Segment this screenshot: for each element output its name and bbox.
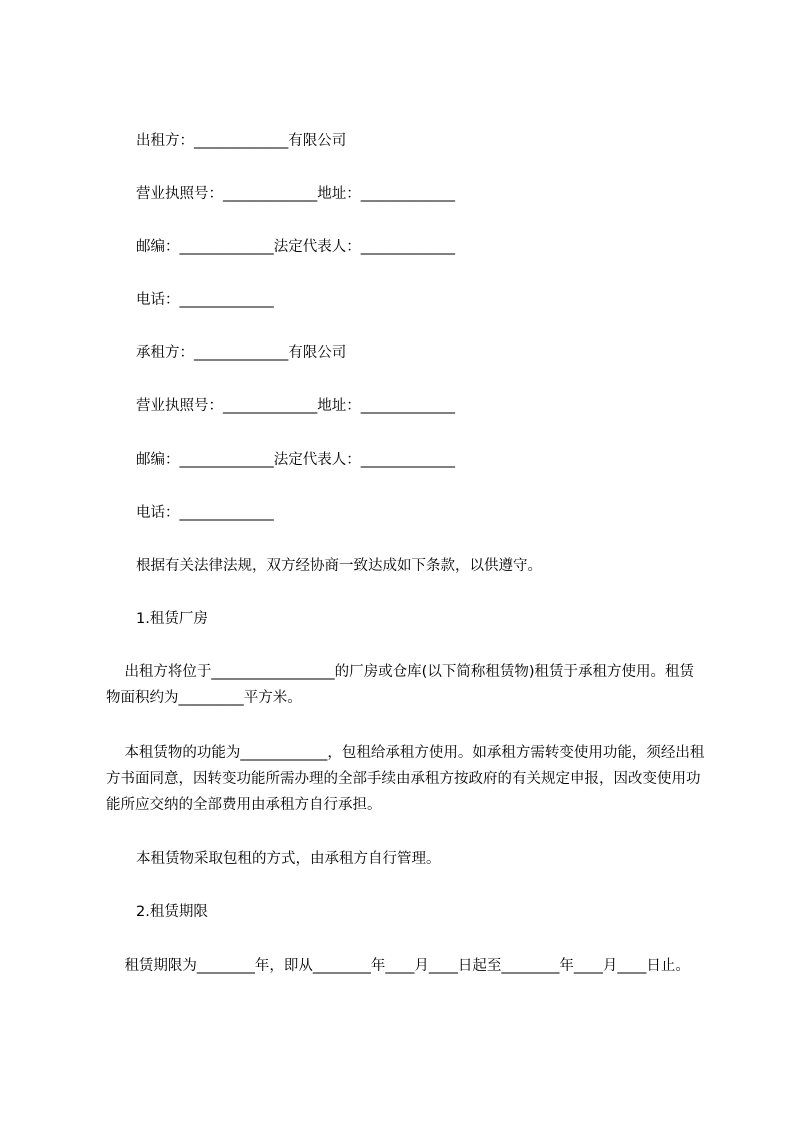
preamble-text: 根据有关法律法规，双方经协商一致达成如下条款，以供遵守。	[136, 558, 542, 574]
lessee-postal-line: 邮编：_____________法定代表人：_____________	[136, 452, 455, 468]
lessee-name-line: 承租方：_____________有限公司	[136, 345, 347, 361]
section1-para2: 本租赁物的功能为____________，包租给承租方使用。如承租方需转变使用功能，须经出租方书面同意，因转变功能所需办理的全部手续由承租方按政府的有关规定申报，因改变使用功能所应交纳的全部费用由承租方自行承担。	[106, 745, 705, 813]
section1-para1: 出租方将位于_________________的厂房或仓库(以下简称租赁物)租赁于承租方使用。租赁物面积约为_________平方米。	[106, 664, 694, 706]
lessor-license-line: 营业执照号：_____________地址：_____________	[136, 186, 455, 202]
lessor-postal-line: 邮编：_____________法定代表人：_____________	[136, 239, 455, 255]
section1-para3: 本租赁物采取包租的方式，由承租方自行管理。	[136, 851, 441, 867]
lessor-phone-line: 电话：_____________	[136, 292, 274, 308]
lessor-name-line: 出租方：_____________有限公司	[136, 133, 347, 149]
section1-heading: 1.租赁厂房	[136, 611, 208, 627]
section2-heading: 2.租赁期限	[136, 904, 208, 920]
section2-para1: 租赁期限为________年，即从________年____月____日起至________年____月____日止。	[106, 958, 690, 974]
lessee-phone-line: 电话：_____________	[136, 505, 274, 521]
lessee-license-line: 营业执照号：_____________地址：_____________	[136, 398, 455, 414]
